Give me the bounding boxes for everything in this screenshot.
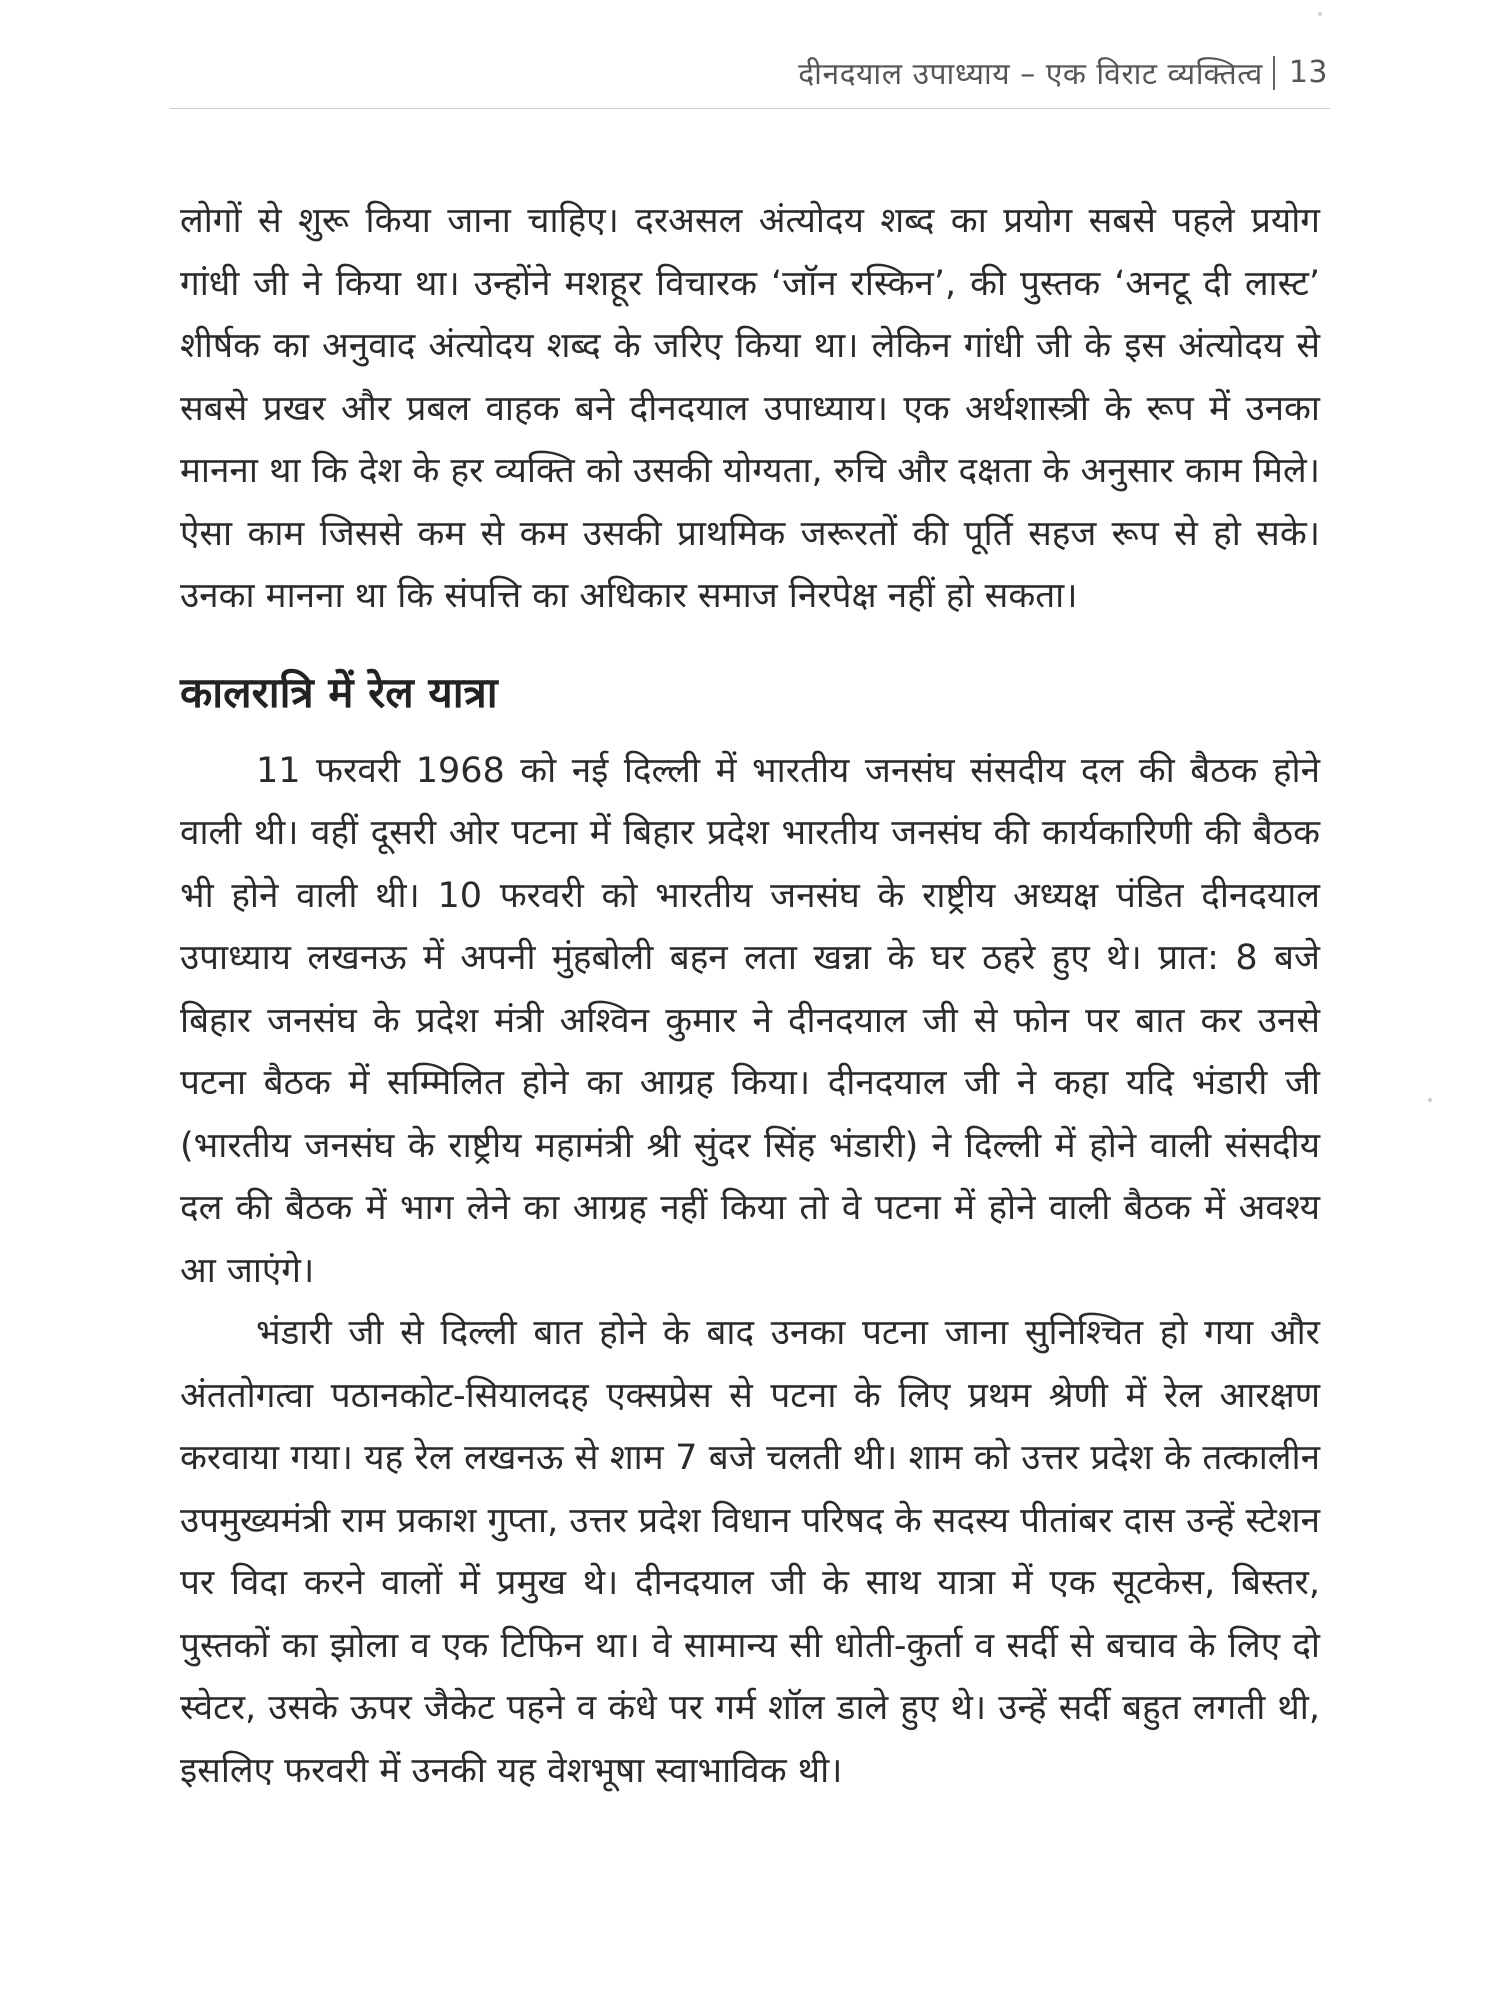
page-number: 13 bbox=[1288, 55, 1328, 90]
paragraph-meeting: 11 फरवरी 1968 को नई दिल्ली में भारतीय जनसंघ संसदीय दल की बैठक होने वाली थी। वहीं दूसरी ओर पटना में बिहार प्रदेश भारतीय जनसंघ की कार्यकारिणी की बैठक भी होने वाली थी। 10 फरवरी को भारतीय जनसंघ के राष्ट्रीय अध्यक्ष पंडित दीनदयाल उपाध्याय लखनऊ में अपनी मुंहबोली बहन लता खन्ना के घर ठहरे हुए थे। प्रात: 8 बजे बिहार जनसंघ के प्रदेश मंत्री अश्विन कुमार ने दीनदयाल जी से फोन पर बात कर उनसे पटना बैठक में सम्मिलित होने का आग्रह किया। दीनदयाल जी ने कहा यदि भंडारी जी (भारतीय जनसंघ के राष्ट्रीय महामंत्री श्री सुंदर सिंह भंडारी) ने दिल्ली में होने वाली संसदीय दल की बैठक में भाग लेने का आग्रह नहीं किया तो वे पटना में होने वाली बैठक में अवश्य आ जाएंगे। bbox=[180, 750, 1320, 1291]
header-separator bbox=[1273, 56, 1275, 90]
running-header bbox=[798, 52, 1328, 93]
paragraph-journey: भंडारी जी से दिल्ली बात होने के बाद उनका पटना जाना सुनिश्चित हो गया और अंततोगत्वा पठानकोट-सियालदह एक्सप्रेस से पटना के लिए प्रथम श्रेणी में रेल आरक्षण करवाया गया। यह रेल लखनऊ से शाम 7 बजे चलती थी। शाम को उत्तर प्रदेश के तत्कालीन उपमुख्यमंत्री राम प्रकाश गुप्ता, उत्तर प्रदेश विधान परिषद के सदस्य पीतांबर दास उन्हें स्टेशन पर विदा करने वालों में प्रमुख थे। दीनदयाल जी के साथ यात्रा में एक सूटकेस, बिस्तर, पुस्तकों का झोला व एक टिफिन था। वे सामान्य सी धोती-कुर्ता व सर्दी से बचाव के लिए दो स्वेटर, उसके ऊपर जैकेट पहने व कंधे पर गर्म शॉल डाले हुए थे। उन्हें सर्दी बहुत लगती थी, इसलिए फरवरी में उनकी यह वेशभूषा स्वाभाविक थी। bbox=[180, 1313, 1320, 1791]
page-body bbox=[180, 190, 1320, 1802]
header-title: दीनदयाल उपाध्याय – एक विराट व्यक्तित्व bbox=[798, 57, 1263, 92]
scan-speck bbox=[1428, 1098, 1432, 1102]
scan-speck bbox=[1318, 12, 1322, 16]
section-heading: कालरात्रि में रेल यात्रा bbox=[180, 667, 498, 717]
paragraph-antyodaya: लोगों से शुरू किया जाना चाहिए। दरअसल अंत्योदय शब्द का प्रयोग सबसे पहले प्रयोग गांधी जी ने किया था। उन्होंने मशहूर विचारक ‘जॉन रस्किन’, की पुस्तक ‘अनटू दी लास्ट’ शीर्षक का अनुवाद अंत्योदय शब्द के जरिए किया था। लेकिन गांधी जी के इस अंत्योदय से सबसे प्रखर और प्रबल वाहक बने दीनदयाल उपाध्याय। एक अर्थशास्त्री के रूप में उनका मानना था कि देश के हर व्यक्ति को उसकी योग्यता, रुचि और दक्षता के अनुसार काम मिले। ऐसा काम जिससे कम से कम उसकी प्राथमिक जरूरतों की पूर्ति सहज रूप से हो सके। उनका मानना था कि संपत्ति का अधिकार समाज निरपेक्ष नहीं हो सकता। bbox=[180, 201, 1320, 616]
header-divider bbox=[170, 108, 1330, 109]
